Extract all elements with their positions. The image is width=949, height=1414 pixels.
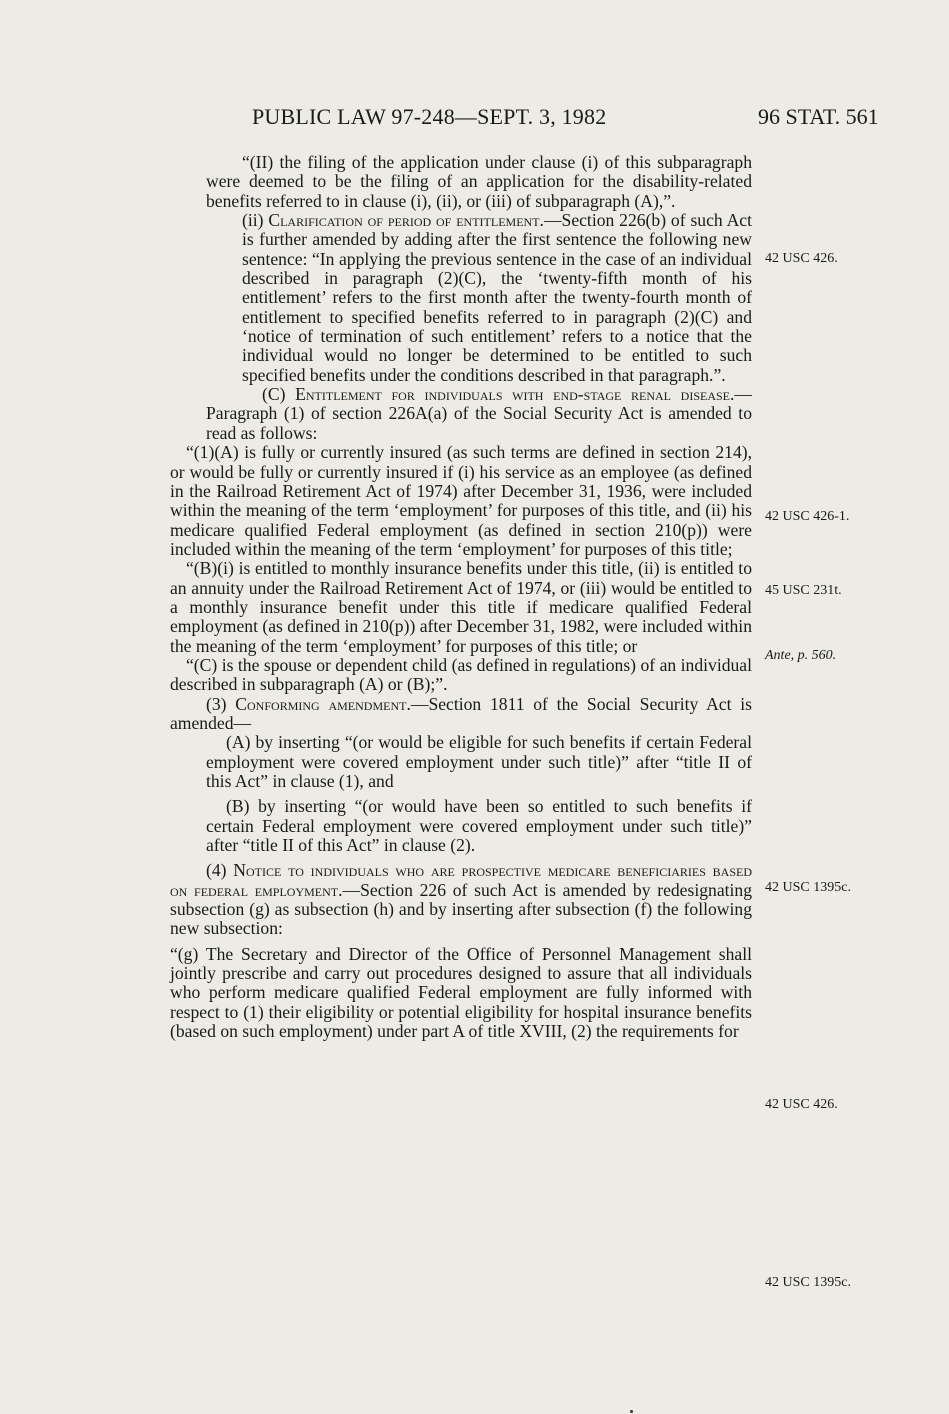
paragraph-clarification	[170, 211, 752, 385]
paragraph-subclause-ii: “(II) the filing of the application under clause (i) of this subparagraph were deemed to be the filing of an application for the disability-related benefits referred to in clause (i), (ii), or (iii) of subparagraph (A),”.	[206, 152, 752, 211]
paragraph-1B: “(B)(i) is entitled to monthly insurance benefits under this title, (ii) is entitled to an annuity under the Railroad Retirement Act of 1974, or (iii) would be entitled to a monthly insurance benefit under this title if medicare qualified Federal employment (as defined in 210(p)) after December 31, 1982, were included within the meaning of the term ‘employment’ for purposes of this title; or	[170, 558, 752, 656]
page-mark	[630, 1410, 633, 1413]
paragraph-1C: “(C) is the spouse or dependent child (as defined in regulations) of an individual described in subparagraph (A) or (B);”.	[170, 654, 752, 695]
paragraph-notice	[170, 861, 752, 938]
section-text: —Section 226(b) of such Act is further amended by adding after the first sentence the following new sentence: “In applying the previous sentence in the case of an individual described in paragraph (2)(C), the ‘twenty-fifth month of his entitlement’ refers to the first month after the twenty-fourth month of entitlement to specified benefits referred to in paragraph (2)(C) and ‘notice of termination of such entitlement’ refers to a notice that the individual would no longer be determined to be entitled to such specified benefits under the conditions described in that paragraph.”.	[242, 210, 752, 385]
clause-number: (4)	[206, 860, 234, 881]
margin-citation: 45 USC 231t.	[765, 583, 842, 598]
margin-citation: 42 USC 426.	[765, 1097, 838, 1112]
paragraph-conforming-amendment	[170, 695, 752, 734]
margin-citation: 42 USC 1395c.	[765, 880, 851, 895]
section-text: —Section 1811 of the Social Security Act is amended—	[170, 693, 752, 733]
paragraph-amendment-B: (B) by inserting “(or would have been so entitled to such benefits if certain Federal employment were covered employment under such title)” after “title II of this Act” in clause (2).	[206, 796, 752, 856]
running-header-stat: 96 STAT. 561	[758, 104, 879, 129]
clause-number: (C)	[262, 384, 296, 405]
section-heading: Clarification of period of entitlement.	[268, 210, 544, 231]
paragraph-1A: “(1)(A) is fully or currently insured (as such terms are defined in section 214), or would be fully or currently insured if (i) his service as an employee (as defined in the Railroad Retirement Act of 1974) after December 31, 1936, were included within the meaning of the term ‘employment’ for purposes of this title, and (ii) his medicare qualified Federal employment (as defined in section 210(p)) were included within the meaning of the term ‘employment’ for purposes of this title;	[170, 442, 752, 559]
margin-citation: Ante, p. 560.	[765, 648, 837, 663]
margin-citation: 42 USC 1395c.	[765, 1275, 851, 1290]
clause-number: (3)	[206, 693, 236, 714]
body-text	[170, 153, 752, 1041]
paragraph-amendment-A: (A) by inserting “(or would be eligible for such benefits if certain Federal employment were covered employment under such title)” after “title II of this Act” in clause (1), and	[206, 732, 752, 791]
paragraph-entitlement-esrd	[170, 385, 752, 443]
paragraph-subsection-g: “(g) The Secretary and Director of the Office of Personnel Management shall jointly prescribe and carry out procedures designed to assure that all individuals who perform medicare qualified Federal employment are fully informed with respect to (1) their eligibility or potential eligibility for hospital insurance benefits (based on such employment) under part A of title XVIII, (2) the requirements for	[170, 943, 752, 1042]
running-header-title: PUBLIC LAW 97-248—SEPT. 3, 1982	[252, 104, 607, 129]
section-text: —Section 226 of such Act is amended by redesignating subsection (g) as subsection (h) and by inserting after subsection (f) the following new subsection:	[170, 879, 752, 939]
margin-citation: 42 USC 426.	[765, 251, 838, 266]
section-heading: Entitlement for individuals with end-stage renal disease.	[295, 384, 735, 405]
margin-citation: 42 USC 426-1.	[765, 509, 850, 524]
section-heading: Conforming amendment.	[235, 693, 411, 714]
clause-number: (ii)	[242, 210, 269, 231]
section-heading: Notice to individuals who are prospective medicare beneficiaries based on federal employment.	[170, 860, 752, 900]
section-text: —Paragraph (1) of section 226A(a) of the Social Security Act is amended to read as follows:	[206, 384, 752, 443]
